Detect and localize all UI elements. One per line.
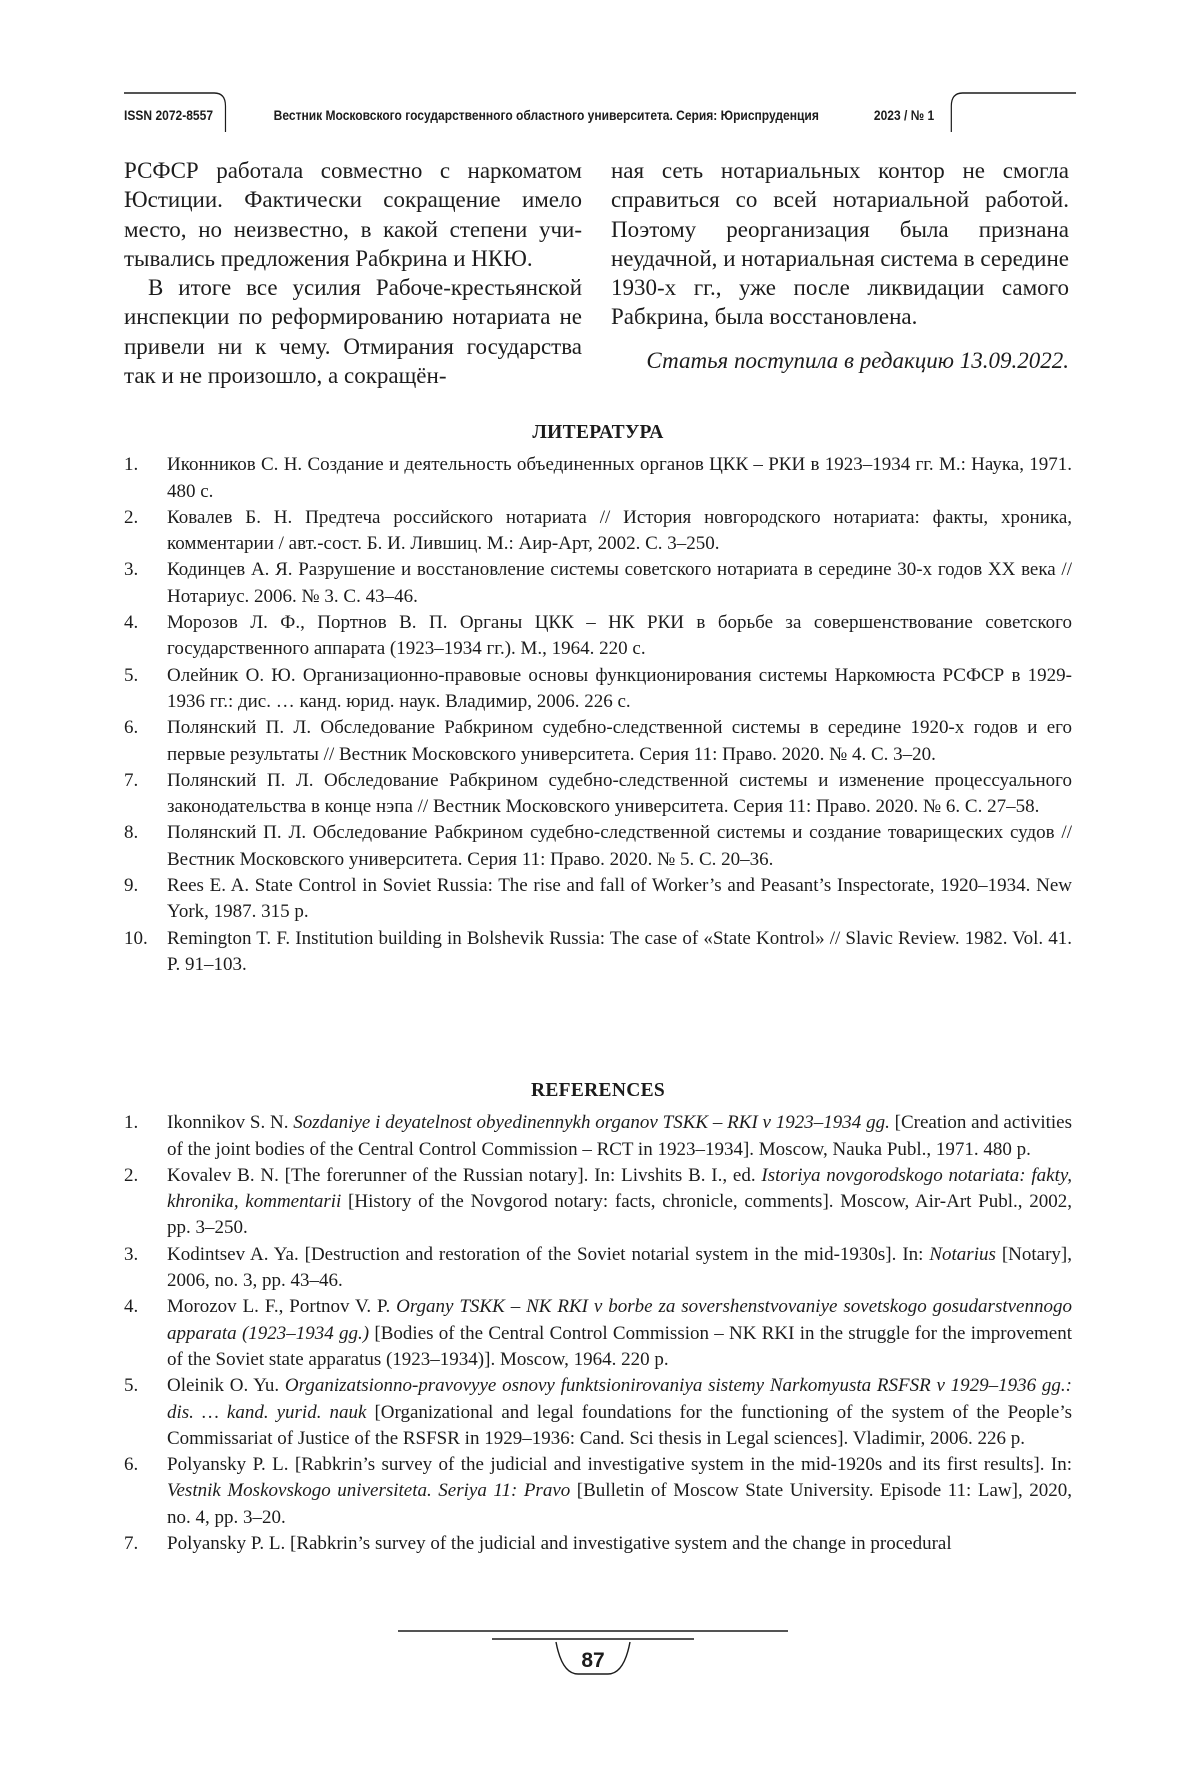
- literature-section: [124, 420, 1072, 978]
- literature-item: 1. Иконников С. Н. Создание и деятельность объединенных органов ЦКК – РКИ в 1923–1934 гг. М.: Наука, 1971. 480 с.: [124, 452, 1072, 505]
- body-column-left: [124, 156, 582, 390]
- literature-item: 4. Морозов Л. Ф., Портнов В. П. Органы ЦКК – НК РКИ в борьбе за совершенствование советского государственного аппарата (1923–1934 гг.). М., 1964. 220 с.: [124, 610, 1072, 663]
- literature-heading: ЛИТЕРАТУРА: [124, 420, 1072, 446]
- literature-item: 8. Полянский П. Л. Обследование Рабкрином судебно-следственной системы и создание то­варищеских судов // Вестник Московского университета. Серия 11: Право. 2020. № 5. С. 20–36.: [124, 820, 1072, 873]
- references-heading: REFERENCES: [124, 1078, 1072, 1104]
- literature-item: 5. Олейник О. Ю. Организационно-правовые основы функционирования системы Наркомюста РСФСР в 1929-1936 гг.: дис. … канд. юрид. наук. Владимир, 2006. 226 с.: [124, 663, 1072, 716]
- literature-list: [124, 452, 1072, 978]
- issn: ISSN 2072-8557: [124, 107, 213, 123]
- reference-item: 5. Oleinik O. Yu. Organizatsionno-pravovyye osnovy funktsionirovaniya sistemy Narkomyusta RSFSR v 1929–1936 gg.: dis. … kand. yurid. nauk [Organizational and legal foundations for the functioning of the system of the People’s Commissariat of Justice of the RSFSR in 1929–1936: Cand. Sci thesis in Legal sciences]. Vladimir, 2006. 226 p.: [124, 1373, 1072, 1452]
- paragraph: РСФСР работала совместно с наркоматом Юстиции. Фактически сокращение имело место, но неизвестно, в какой степени учи­тывались предложения Рабкрина и НКЮ.: [124, 156, 582, 273]
- page-footer: [398, 1630, 788, 1686]
- reference-item: 2. Kovalev B. N. [The forerunner of the Russian notary]. In: Livshits B. I., ed. Istoriya novgorodskogo notariata: fakty, khronika, kommentarii [History of the Novgorod notary: facts, chronicle, comments]. Moscow, Air-Art Publ., 2002, pp. 3–250.: [124, 1163, 1072, 1242]
- references-section: [124, 1078, 1072, 1557]
- literature-item: 10. Remington T. F. Institution building in Bolshevik Russia: The case of «State Kontrol» // Slavic Review. 1982. Vol. 41. P. 91–103.: [124, 926, 1072, 979]
- reference-item: 3. Kodintsev A. Ya. [Destruction and restoration of the Soviet notarial system in the mid-1930s]. In: Notarius [Notary], 2006, no. 3, pp. 43–46.: [124, 1242, 1072, 1295]
- literature-item: 9. Rees E. A. State Control in Soviet Russia: The rise and fall of Worker’s and Peasant’s Inspectorate, 1920–1934. New York, 1987. 315 p.: [124, 873, 1072, 926]
- paragraph: В итоге все усилия Рабоче-крестьянской инспекции по реформированию нотариата не привели ни к чему. Отмирания госу­дарства так и не произошло, а сокращён-: [124, 273, 582, 390]
- body-column-right: [611, 156, 1069, 375]
- received-note: Статья поступила в редакцию 13.09.2022.: [611, 346, 1069, 375]
- paragraph: ная сеть нотариальных контор не смогла справиться со всей нотариальной работой. Поэтому реорганизация была признана неудачной, и нотариальная система в сере­дине 1930-х гг., уже после ликвидации са­мого Рабкрина, была восстановлена.: [611, 156, 1069, 332]
- reference-item: 7. Polyansky P. L. [Rabkrin’s survey of the judicial and investigative system and the change in procedural: [124, 1531, 1072, 1557]
- page-number: 87: [573, 1649, 613, 1673]
- literature-item: 7. Полянский П. Л. Обследование Рабкрином судебно-следственной системы и изменение про­цессуального законодательства в конце нэпа // Вестник Московского университета. Серия 11: Право. 2020. № 6. С. 27–58.: [124, 768, 1072, 821]
- reference-item: 4. Morozov L. F., Portnov V. P. Organy TSKK – NK RKI v borbe za sovershenstvovaniye sovetskogo gosu­darstvennogo apparata (1923–1934 gg.) [Bodies of the Central Control Commission – NK RKI in the struggle for the improvement of the Soviet state apparatus (1923–1934)]. Moscow, 1964. 220 p.: [124, 1294, 1072, 1373]
- literature-item: 2. Ковалев Б. Н. Предтеча российского нотариата // История новгородского нотариата: факты, хро­ника, комментарии / авт.-сост. Б. И. Лившиц. М.: Аир-Арт, 2002. С. 3–250.: [124, 505, 1072, 558]
- reference-item: 1. Ikonnikov S. N. Sozdaniye i deyatelnost obyedinennykh organov TSKK – RKI v 1923–1934 gg. [Creation and activities of the joint bodies of the Central Control Commission – RCT in 1923–1934]. Moscow, Nauka Publ., 1971. 480 p.: [124, 1110, 1072, 1163]
- running-header: [124, 92, 943, 130]
- literature-item: 6. Полянский П. Л. Обследование Рабкрином судебно-следственной системы в середине 1920-х го­дов и его первые результаты // Вестник Московского университета. Серия 11: Право. 2020. № 4. С. 3–20.: [124, 715, 1072, 768]
- literature-item: 3. Кодинцев А. Я. Разрушение и восстановление системы советского нотариата в середине 30-х го­дов XX века // Нотариус. 2006. № 3. С. 43–46.: [124, 557, 1072, 610]
- issue-number: 2023 / № 1: [874, 107, 934, 123]
- journal-page: [0, 0, 1200, 1783]
- reference-item: 6. Polyansky P. L. [Rabkrin’s survey of the judicial and investigative system in the mid-1920s and its first results]. In: Vestnik Moskovskogo universiteta. Seriya 11: Pravo [Bulletin of Moscow State University. Episode 11: Law], 2020, no. 4, pp. 3–20.: [124, 1452, 1072, 1531]
- journal-title: Вестник Московского государственного областного университета. Серия: Юриспруденция: [274, 107, 819, 123]
- references-list: [124, 1110, 1072, 1557]
